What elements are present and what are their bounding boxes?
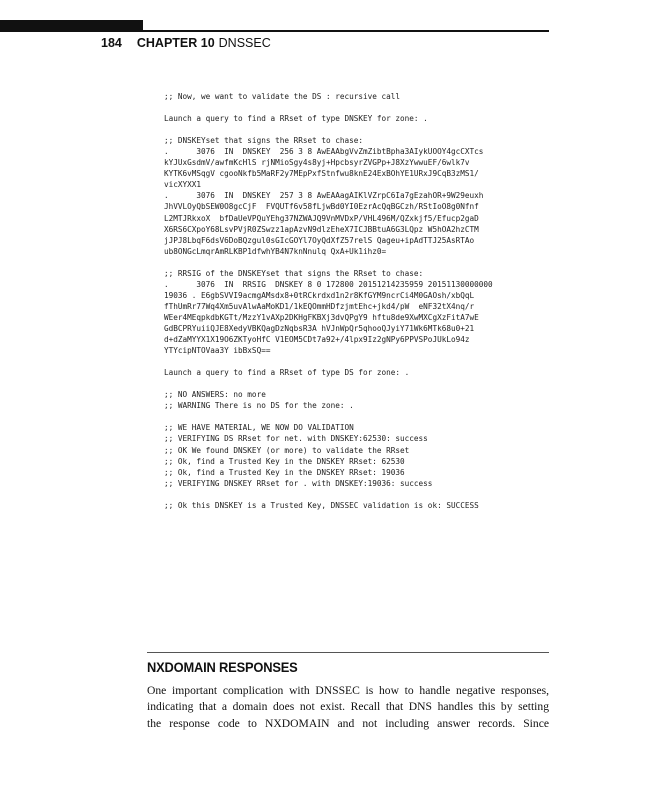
section-rule: [147, 652, 549, 653]
code-line: YTYcipNTOVaa3Y ibBxSQ==: [164, 346, 271, 356]
code-blank-line: [164, 411, 552, 422]
code-line: fThUmRr77Wq4Xm5uvAlwAaMoKD1/1kEQOmmHDfzjmtEhc+jkd4/pW eNF32tX4nq/r: [164, 301, 475, 311]
code-line: ;; RRSIG of the DNSKEYset that signs the RRset to chase:: [164, 268, 424, 278]
paragraph-line: indicating that a domain does not exist. Recall that DNS handles this by setting: [147, 700, 549, 714]
code-blank-line: [164, 378, 552, 389]
code-line: ;; OK We found DNSKEY (or more) to validate the RRset: [164, 445, 410, 455]
code-blank-line: [164, 102, 552, 113]
code-line: ;; Now, we want to validate the DS : recursive call: [164, 92, 401, 101]
section-title: NXDOMAIN RESPONSES: [147, 659, 298, 675]
body-paragraph: [147, 683, 549, 732]
code-line: ;; WE HAVE MATERIAL, WE NOW DO VALIDATION: [164, 423, 354, 433]
code-line: . 3076 IN RRSIG DNSKEY 8 0 172800 20151214235959 20151130000000: [164, 279, 493, 289]
code-line: X6RS6CXpoY68LsvPVjR0ZSwzz1apAzvN9dlzEheX7ICJBBtuA6G3LQpz W5hOA2hzCTM: [164, 224, 479, 234]
code-line: ;; NO ANSWERS: no more: [164, 390, 266, 400]
code-line: Launch a query to find a RRset of type DS for zone: .: [164, 368, 410, 378]
code-line: 19036 . E6gbSVVI9acmgAMsdx8+0tRCkrdxd1n2r8KfGYM9ncrCi4M0GAOsh/xbQqL: [164, 290, 475, 300]
chapter-topic: DNSSEC: [218, 36, 271, 50]
code-line: WEer4MEqpkdbKGTt/MzzY1vAXp2DKHgFKBXj3dvQPgY9 hftu8de9XwMXCgXzFitA7wE: [164, 312, 479, 322]
paragraph-line: the response code to NXDOMAIN and not including answer records. Since: [147, 716, 549, 730]
code-line: d+dZaMYYX1X19O6ZKTyoHfC V1EOM5CDt7a92+/4lpx9Iz2gNPy6PPVSPoJUkLo94z: [164, 335, 470, 345]
code-blank-line: [164, 489, 552, 500]
code-line: kYJUxGsdmV/awfmKcHlS rjNMioSgy4s8yj+HpcbsyrZVGPp+J8XzYwwuEF/6wlk7v: [164, 158, 470, 168]
paragraph-line: One important complication with DNSSEC is how to handle negative responses,: [147, 684, 549, 697]
code-line: . 3076 IN DNSKEY 257 3 8 AwEAAagAIKlVZrpC6Ia7gEzahOR+9W29euxh: [164, 191, 484, 201]
code-line: . 3076 IN DNSKEY 256 3 8 AwEAAbgVvZmZibtBpha3AIykUOOY4gcCXTcs: [164, 147, 484, 157]
code-line: L2MTJRkxoX bfDaUeVPQuYEhg37NZWAJQ9VnMVDxP/VHL496M/QZxkjf5/Efucp2gaD: [164, 213, 479, 223]
code-line: Launch a query to find a RRset of type DNSKEY for zone: .: [164, 114, 428, 124]
code-line: ;; Ok, find a Trusted Key in the DNSKEY RRset: 62530: [164, 456, 405, 466]
code-blank-line: [164, 124, 552, 135]
code-line: JhVVLOyQbSEW0O8gcCjF FVQUTf6v58fLjwBd0YI0EzrAcQqBGCzh/RStIoO8g0Nfnf: [164, 202, 479, 212]
code-line: KYTK6vMSqgV cgooNkfb5MaRF2y7MEpPxfStnfwu8knE24ExBOhYE1URxJ9CqB3zMS1/: [164, 169, 479, 179]
code-line: ;; VERIFYING DNSKEY RRset for . with DNSKEY:19036: success: [164, 478, 433, 488]
code-line: ;; DNSKEYset that signs the RRset to chase:: [164, 136, 364, 146]
code-line: vicXYXX1: [164, 180, 202, 190]
code-blank-line: [164, 257, 552, 268]
page-number: 184: [101, 36, 122, 50]
code-blank-line: [164, 356, 552, 367]
running-header: [101, 36, 271, 50]
code-line: ub8ONGcLmqrAmRLKBP1dfwhYB4N7knNnulq QxA+Uk1ihz0=: [164, 246, 387, 256]
code-line: ;; Ok this DNSKEY is a Trusted Key, DNSSEC validation is ok: SUCCESS: [164, 500, 479, 510]
code-line: ;; VERIFYING DS RRset for net. with DNSKEY:62530: success: [164, 434, 428, 444]
code-line: jJPJ8LbqF6dsV6DoBQzgul0sGIcGOYl7OyQdXfZ57relS Qageu+ipAdTTJ25AsRTAo: [164, 235, 475, 245]
header-rule: [0, 30, 549, 32]
code-line: ;; Ok, find a Trusted Key in the DNSKEY RRset: 19036: [164, 467, 405, 477]
chapter-label: CHAPTER 10: [136, 36, 215, 50]
code-line: GdBCPRYuiiQJE8XedyVBKQagDzNqbsR3A hVJnWpQr5qhooQJyiY71Wk6MTk68u0+21: [164, 323, 475, 333]
code-line: ;; WARNING There is no DS for the zone: .: [164, 401, 354, 411]
code-block: [164, 91, 552, 511]
